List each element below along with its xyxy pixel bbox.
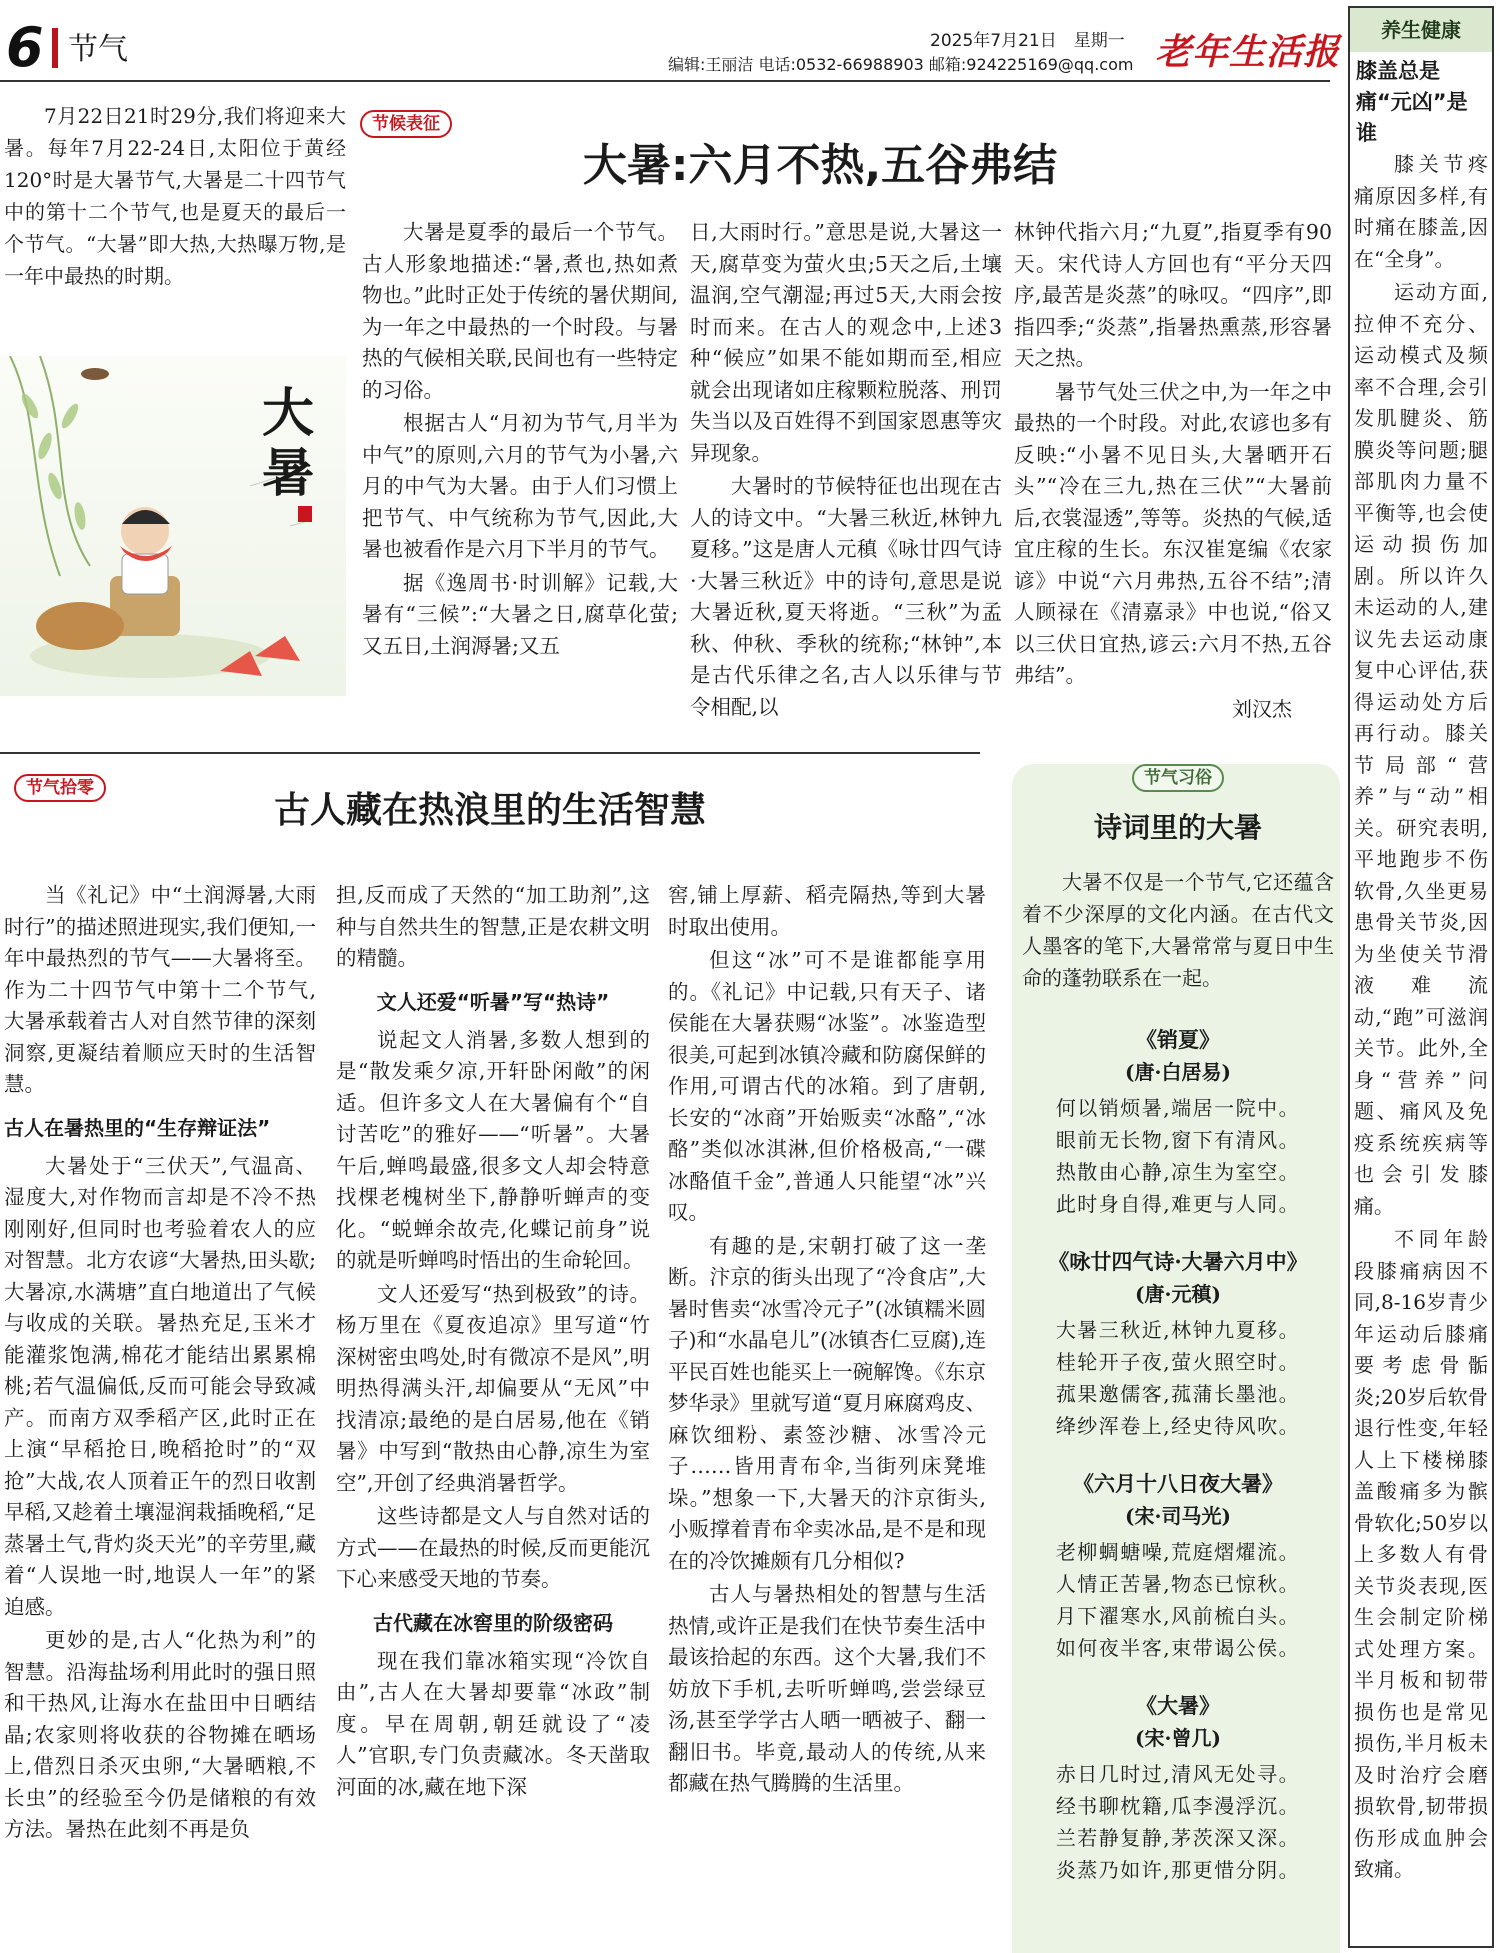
poem-author: (唐·元稹): [1135, 1282, 1221, 1306]
poem: [1022, 1024, 1334, 1220]
paragraph: 这些诗都是文人与自然对话的方式——在最热的时候,反而更能沉下心来感受天地的节奏。: [336, 1504, 651, 1591]
paragraph: 更妙的是,古人“化热为利”的智慧。沿海盐场利用此时的强日照和干热风,让海水在盐田中日晒结晶;农家则将收获的谷物摊在晒场上,借烈日杀灭虫卵,“大暑晒粮,不长虫”的经验至今仍是储粮的有效方法。暑热在此刻不再是负: [4, 1628, 316, 1841]
poem-title: 《六月十八日夜大暑》: [1073, 1471, 1283, 1496]
poem-line: 炎蒸乃如许,那更惜分阴。: [1055, 1858, 1301, 1882]
editor-contact: 编辑:王丽洁 电话:0532-66988903 邮箱:924225169@qq.com: [668, 55, 1134, 74]
subheading: 文人还爱“听暑”写“热诗”: [376, 989, 610, 1014]
paragraph: 但这“冰”可不是谁都能享用的。《礼记》中记载,只有天子、诸侯能在大暑获赐“冰鉴”。冰鉴造型很美,可起到冰镇冷藏和防腐保鲜的作用,可谓古代的冰箱。到了唐朝,长安的“冰商”开始贩卖“冰酪”,“冰酪”类似冰淇淋,但价格极高,“一碟冰酪值千金”,普通人只能望“冰”兴叹。: [668, 948, 986, 1224]
article2-col3: [668, 880, 986, 1802]
paragraph: 不同年龄段膝痛病因不同,8-16岁青少年运动后膝痛要考虑骨骺炎;20岁后软骨退行性变,年轻人上下楼梯膝盖酸痛多为髌骨软化;50岁以上多数人有骨关节炎表现,医生会制定阶梯式处理方案。半月板和韧带损伤也是常见损伤,半月板未及时治疗会磨损软骨,韧带损伤形成血肿会致痛。: [1354, 1227, 1488, 1881]
intro-block: [4, 100, 346, 294]
paragraph: 大暑是夏季的最后一个节气。古人形象地描述:“暑,煮也,热如煮物也。”此时正处于传统的暑伏期间,为一年之中最热的一个时段。与暑热的气候相关联,民间也有一些特定的习俗。: [362, 220, 678, 402]
paragraph: 说起文人消暑,多数人想到的是“散发乘夕凉,开轩卧闲敞”的闲适。但许多文人在大暑偏有个“自讨苦吃”的雅好——“听暑”。大暑午后,蝉鸣最盛,很多文人却会特意找棵老槐树坐下,静静听蝉声的变化。“蜕蝉余故壳,化蝶记前身”说的就是听蝉鸣时悟出的生命轮回。: [336, 1027, 650, 1272]
poem-title: 《咏廿四气诗·大暑六月中》: [1048, 1249, 1308, 1274]
paragraph: 现在我们靠冰箱实现“冷饮自由”,古人在大暑却要靠“冰政”制度。早在周朝,朝廷就设了“凌人”官职,专门负责藏冰。冬天凿取河面的冰,藏在地下深: [336, 1648, 650, 1799]
paragraph: 日,大雨时行。”意思是说,大暑这一天,腐草变为萤火虫;5天之后,土壤温润,空气潮湿;再过5天,大雨会按时而来。在古人的观念中,上述3种“候应”如果不能如期而至,相应就会出现诸如庄稼颗粒脱落、刑罚失当以及百姓得不到国家恩惠等灾异现象。: [690, 220, 1002, 465]
subheading: 古代藏在冰窖里的阶级密码: [373, 1610, 613, 1635]
poem-line: 热散由心静,凉生为室空。: [1055, 1160, 1301, 1184]
poem-line: 桂轮开子夜,萤火照空时。: [1055, 1350, 1301, 1374]
paragraph: 大暑时的节候特征也出现在古人的诗文中。“大暑三秋近,林钟九夏移。”这是唐人元稹《咏廿四气诗·大暑三秋近》中的诗句,意思是说大暑近秋,夏天将逝。“三秋”为孟秋、仲秋、季秋的统称;“林钟”,本是古代乐律之名,古人以乐律与节令相配,以: [690, 474, 1002, 719]
article1-tag: 节候表征: [360, 110, 452, 138]
paragraph: 古人与暑热相处的智慧与生活热情,或许正是我们在快节奏生活中最该拾起的东西。这个大暑,我们不妨放下手机,去听听蝉鸣,尝尝绿豆汤,甚至学学古人晒一晒被子、翻一翻旧书。毕竟,最动人的传统,从来都藏在热气腾腾的生活里。: [668, 1582, 986, 1795]
paragraph: 据《逸周书·时训解》记载,大暑有“三候”:“大暑之日,腐草化萤;又五日,土润溽暑;又五: [362, 570, 678, 658]
poem-line: 经书聊枕籍,瓜李漫浮沉。: [1055, 1794, 1301, 1818]
paragraph: 根据古人“月初为节气,月半为中气”的原则,六月的节气为小暑,六月的中气为大暑。由于人们习惯上把节气、中气统称为节气,因此,大暑也被看作是六月下半月的节气。: [362, 411, 678, 561]
calligraphy-title: 大暑: [261, 383, 314, 504]
article1-title: 大暑:六月不热,五谷弗结: [582, 140, 1058, 191]
sidebar-title: 膝盖总是痛“元凶”是谁: [1356, 59, 1468, 145]
article1-col3: [1014, 217, 1332, 724]
article2-col2: [336, 880, 650, 1805]
poem-line: 赤日几时过,清风无处寻。: [1055, 1762, 1301, 1786]
poem-line: 如何夜半客,束带谒公侯。: [1055, 1636, 1301, 1660]
poem-line: 此时身自得,难更与人同。: [1055, 1192, 1301, 1216]
poem: [1022, 1468, 1334, 1664]
poem-line: 何以销烦暑,端居一院中。: [1055, 1096, 1301, 1120]
poem-line: 老柳蜩螗噪,荒庭熠燿流。: [1055, 1540, 1301, 1564]
header-rule: [0, 80, 1330, 82]
subheading: 古人在暑热里的“生存辩证法”: [4, 1115, 271, 1140]
article3-title: 诗词里的大暑: [1093, 811, 1262, 844]
intro-text: 7月22日21时29分,我们将迎来大暑。每年7月22-24日,太阳位于黄经120°时是大暑节气,大暑是二十四节气中的第十二个节气,也是夏天的最后一个节气。“大暑”即大热,大热曝万物,是一年中最热的时期。: [4, 104, 346, 288]
page-number: 6: [6, 16, 44, 79]
poem-author: (宋·司马光): [1125, 1504, 1231, 1528]
paragraph: 担,反而成了天然的“加工助剂”,这种与自然共生的智慧,正是农耕文明的精髓。: [336, 883, 651, 970]
poem-title: 《大暑》: [1136, 1693, 1220, 1718]
seal-stamp: [298, 506, 312, 522]
poem-line: 兰若静复静,茅茨深又深。: [1055, 1826, 1301, 1850]
paragraph: 窖,铺上厚薪、稻壳隔热,等到大暑时取出使用。: [668, 883, 986, 939]
poem-title: 《销夏》: [1136, 1027, 1220, 1052]
poem-author: (唐·白居易): [1125, 1060, 1231, 1084]
poem-line: 眼前无长物,窗下有清风。: [1055, 1128, 1301, 1152]
sidebar-heading: 养生健康: [1350, 8, 1492, 52]
article1-col2: [690, 217, 1002, 725]
section-name: 节气: [68, 32, 128, 67]
poem-line: 菰果邀儒客,菰蒲长墨池。: [1055, 1382, 1301, 1406]
header-accent-bar: [52, 28, 58, 68]
paragraph: 林钟代指六月;“九夏”,指夏季有90天。宋代诗人方回也有“平分天四序,最苦是炎蒸”的咏叹。“四序”,即指四季;“炎蒸”,指暑热熏蒸,形容暑天之热。: [1014, 220, 1332, 370]
poem-line: 人情正苦暑,物态已惊秋。: [1055, 1572, 1301, 1596]
paragraph: 运动方面,拉伸不充分、运动模式及频率不合理,会引发肌腱炎、筋膜炎等问题;腿部肌肉力量不平衡等,也会使运动损伤加剧。所以许久未运动的人,建议先去运动康复中心评估,获得运动处方后再行动。膝关节局部“营养”与“动”相关。研究表明,平地跑步不伤软骨,久坐更易患骨关节炎,因为坐使关节滑液难流动,“跑”可滋润关节。此外,全身“营养”问题、痛风及免疫系统疾病等也会引发膝痛。: [1354, 280, 1488, 1218]
article2-title: 古人藏在热浪里的生活智慧: [273, 790, 706, 831]
paragraph: 有趣的是,宋朝打破了这一垄断。汴京的街头出现了“冷食店”,大暑时售卖“冰雪冷元子”(冰镇糯米圆子)和“水晶皂儿”(冰镇杏仁豆腐),连平民百姓也能买上一碗解馋。《东京梦华录》里就写道“夏月麻腐鸡皮、麻饮细粉、素签沙糖、冰雪冷元子……皆用青布伞,当街列床凳堆垛。”想象一下,大暑天的汴京街头,小贩撑着青布伞卖冰品,是不是和现在的冷饮摊颇有几分相似?: [668, 1233, 986, 1573]
poem: [1022, 1246, 1334, 1442]
masthead-logo: 老年生活报: [1155, 31, 1341, 73]
health-sidebar: [1348, 6, 1494, 1948]
article1-author: 刘汉杰: [1232, 696, 1292, 721]
poem-line: 绛纱浑卷上,经史待风吹。: [1055, 1414, 1301, 1438]
poem-author: (宋·曾几): [1135, 1726, 1221, 1750]
paragraph: 暑节气处三伏之中,为一年之中最热的一个时段。对此,农谚也多有反映:“小暑不见日头,大暑晒开石头”“冷在三九,热在三伏”“大暑前后,衣裳湿透”,等等。炎热的气候,适宜庄稼的生长。东汉崔寔编《农家谚》中说“六月弗热,五谷不结”;清人顾禄在《清嘉录》中也说,“俗又以三伏日宜热,谚云:六月不热,五谷弗结”。: [1014, 379, 1332, 687]
article3-tag: 节气习俗: [1014, 764, 1342, 792]
article3-body: [1022, 866, 1334, 1886]
article2-tag: 节气拾零: [14, 774, 106, 802]
issue-date: 2025年7月21日 星期一: [930, 31, 1125, 51]
dashu-illustration: [0, 356, 346, 696]
poem: [1022, 1690, 1334, 1886]
article-divider: [0, 752, 980, 754]
paragraph: 文人还爱写“热到极致”的诗。杨万里在《夏夜追凉》里写道“竹深树密虫鸣处,时有微凉不是风”,明明热得满头汗,却偏要从“无风”中找清凉;最绝的是白居易,他在《销暑》中写到“散热由心静,凉生为室空”,开创了经典消暑哲学。: [336, 1281, 650, 1495]
article1-col1: [362, 217, 678, 664]
poem-line: 月下濯寒水,风前梳白头。: [1055, 1604, 1301, 1628]
article2-col1: [4, 880, 316, 1848]
poem-line: 大暑三秋近,林钟九夏移。: [1055, 1318, 1301, 1342]
paragraph: 大暑处于“三伏天”,气温高、湿度大,对作物而言却是不冷不热刚刚好,但同时也考验着农人的应对智慧。北方农谚“大暑热,田头歇;大暑凉,水满塘”直白地道出了气候与收成的关联。暑热充足,玉米才能灌浆饱满,棉花才能结出累累棉桃;若气温偏低,反而可能会导致减产。而南方双季稻产区,此时正在上演“早稻抢日,晚稻抢时”的“双抢”大战,农人顶着正午的烈日收割早稻,又趁着土壤湿润栽插晚稻,“足蒸暑土气,背灼炎天光”的辛劳里,藏着“人误地一时,地误人一年”的紧迫感。: [4, 1153, 316, 1619]
paragraph: 膝关节疼痛原因多样,有时痛在膝盖,因在“全身”。: [1354, 152, 1488, 271]
paragraph: 当《礼记》中“土润溽暑,大雨时行”的描述照进现实,我们便知,一年中最热烈的节气——大暑将至。作为二十四节气中第十二个节气,大暑承载着古人对自然节律的深刻洞察,更凝结着顺应天时的生活智慧。: [4, 883, 316, 1096]
paragraph: 大暑不仅是一个节气,它还蕴含着不少深厚的文化内涵。在古代文人墨客的笔下,大暑常常与夏日中生命的蓬勃联系在一起。: [1022, 870, 1334, 990]
